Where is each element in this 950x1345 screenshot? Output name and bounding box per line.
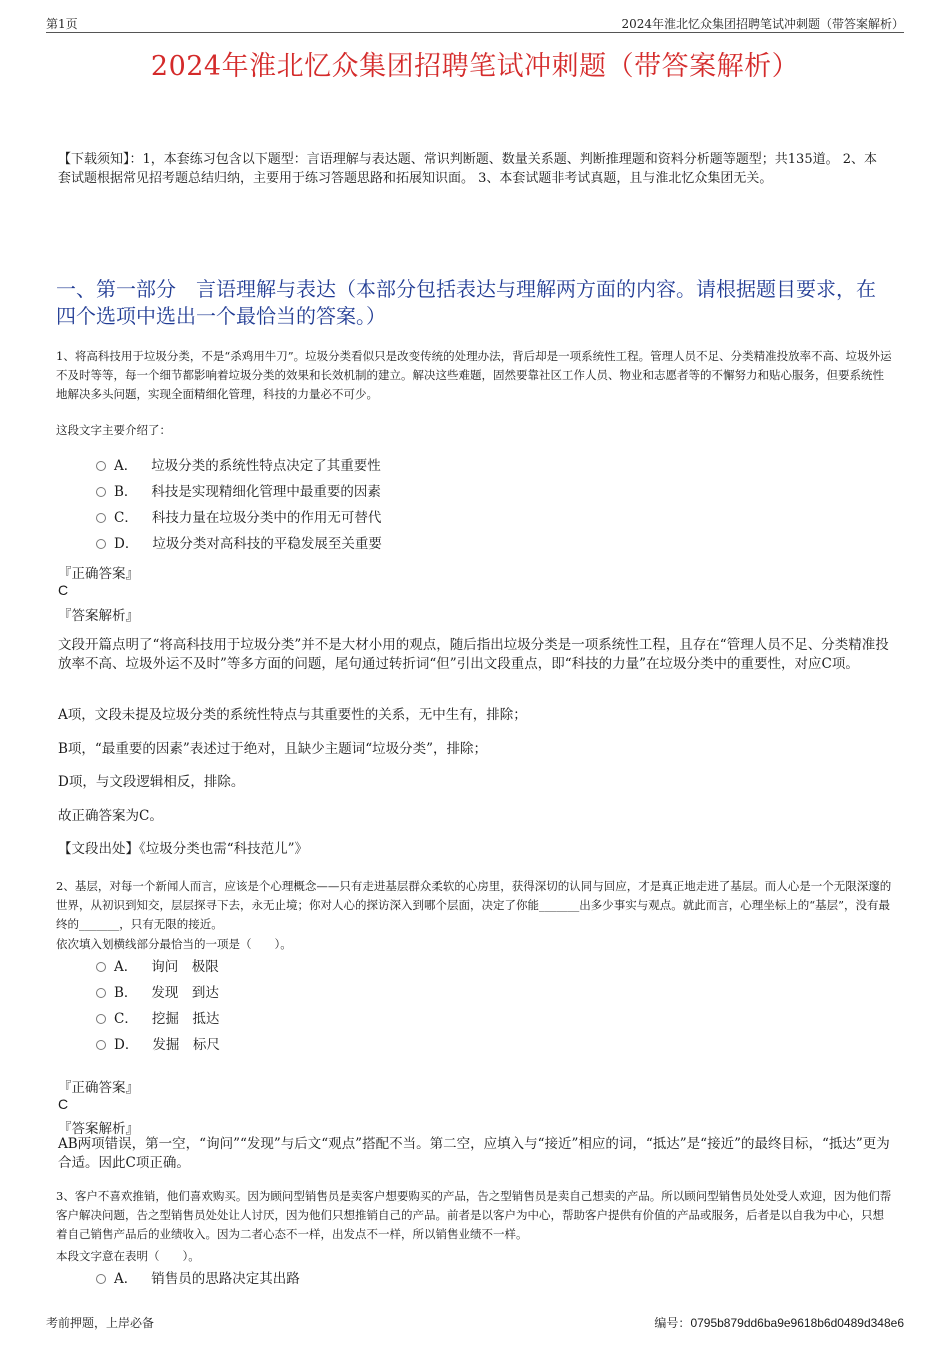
answer-value: C <box>58 1096 69 1112</box>
option-c[interactable]: C． 挖掘 抵达 <box>96 1006 220 1032</box>
analysis-source: 【文段出处】《垃圾分类也需“科技范儿”》 <box>58 841 309 857</box>
footer-code-label: 编号： <box>654 1316 691 1330</box>
option-b[interactable]: B． 科技是实现精细化管理中最重要的因素 <box>96 479 382 505</box>
analysis-paragraph: AB两项错误，第一空，“询问”“发现”与后文“观点”搭配不当。第二空，应填入与“接近”相应的词，“抵达”是“接近”的最终目标，“抵达”更为合适。因此C项正确。 <box>58 1136 890 1171</box>
analysis-paragraph: 文段开篇点明了“将高科技用于垃圾分类”并不是大材小用的观点，随后指出垃圾分类是一项系统性工程，且存在“管理人员不足、分类精准投放率不高、垃圾外运不及时”等多方面的问题，尾句通过转折词“但”引出文段重点，即“科技的力量”在垃圾分类中的重要性，对应C项。 <box>58 637 889 672</box>
analysis-paragraph: D项，与文段逻辑相反，排除。 <box>58 774 245 790</box>
header-page-number: 第1页 <box>46 17 78 31</box>
question-2-prompt: 依次填入划横线部分最恰当的一项是（ ）。 <box>56 937 292 951</box>
radio-icon[interactable] <box>96 461 106 471</box>
analysis-paragraph: A项，文段未提及垃圾分类的系统性特点与其重要性的关系，无中生有，排除； <box>58 707 527 723</box>
radio-icon[interactable] <box>96 539 106 549</box>
question-3-prompt: 本段文字意在表明（ ）。 <box>56 1249 200 1263</box>
option-a[interactable]: A． 询问 极限 <box>96 954 220 980</box>
question-3-options <box>96 1266 300 1292</box>
option-b[interactable]: B． 发现 到达 <box>96 980 220 1006</box>
radio-icon[interactable] <box>96 1014 106 1024</box>
radio-icon[interactable] <box>96 1040 106 1050</box>
question-3-stem: 3、客户不喜欢推销，他们喜欢购买。因为顾问型销售员是卖客户想要购买的产品，告之型销售员是卖自己想卖的产品。所以顾问型销售员处处受人欢迎，因为他们帮客户解决问题，告之型销售员处处让人讨厌，因为他们只想推销自己的产品。前者是以客户为中心，帮助客户提供有价值的产品或服务，后者是以自我为中心，只想着自己销售产品后的业绩收入。因为二者心态不一样，出发点不一样，所以销售业绩不一样。 <box>56 1189 892 1241</box>
document-title: 2024年淮北忆众集团招聘笔试冲刺题（带答案解析） <box>150 51 800 82</box>
radio-icon[interactable] <box>96 988 106 998</box>
question-2-stem: 2、基层，对每一个新闻人而言，应该是个心理概念——只有走进基层群众柔软的心房里，获得深切的认同与回应，才是真正地走进了基层。而人心是一个无限深邃的世界，从初识到知交，层层探寻下去，永无止境；你对人心的探访深入到哪个层面，决定了你能_______出多少事实与观点。就此而言，心理坐标上的“基层”，没有最终的_______，只有无限的接近。 <box>56 879 892 931</box>
answer-value: C <box>58 582 69 598</box>
option-c[interactable]: C． 科技力量在垃圾分类中的作用无可替代 <box>96 505 382 531</box>
radio-icon[interactable] <box>96 1274 106 1284</box>
analysis-label: 『答案解析』 <box>58 1121 139 1137</box>
answer-label: 『正确答案』 <box>58 1080 139 1096</box>
answer-label: 『正确答案』 <box>58 566 139 582</box>
download-notice: 【下载须知】：1，本套练习包含以下题型：言语理解与表达题、常识判断题、数量关系题、判断推理题和资料分析题等题型；共135道。 2、本套试题根据常见招考题总结归纳，主要用于练习答题思路和拓展知识面。 3、本套试题非考试真题，且与淮北忆众集团无关。 <box>58 152 877 186</box>
option-d[interactable]: D． 发掘 标尺 <box>96 1032 220 1058</box>
question-1-options <box>96 453 382 557</box>
footer-code <box>654 1314 904 1331</box>
radio-icon[interactable] <box>96 487 106 497</box>
question-2-options <box>96 954 220 1058</box>
footer-code-value: 0795b879dd6ba9e9618b6d0489d348e6 <box>690 1316 904 1330</box>
option-a[interactable]: A． 销售员的思路决定其出路 <box>96 1266 300 1292</box>
option-a[interactable]: A． 垃圾分类的系统性特点决定了其重要性 <box>96 453 382 479</box>
analysis-conclusion: 故正确答案为C。 <box>58 808 163 824</box>
radio-icon[interactable] <box>96 962 106 972</box>
question-1-stem: 1、将高科技用于垃圾分类，不是“杀鸡用牛刀”。垃圾分类看似只是改变传统的处理办法，背后却是一项系统性工程。管理人员不足、分类精准投放率不高、垃圾外运不及时等等，每一个细节都影响着垃圾分类的效果和长效机制的建立。解决这些难题，固然要靠社区工作人员、物业和志愿者等的不懈努力和贴心服务，但要系统性地解决多头问题，实现全面精细化管理，科技的力量必不可少。 <box>56 349 892 401</box>
radio-icon[interactable] <box>96 513 106 523</box>
section-heading: 一、第一部分 言语理解与表达（本部分包括表达与理解两方面的内容。请根据题目要求，在四个选项中选出一个最恰当的答案。） <box>56 277 876 328</box>
page-header <box>46 12 904 33</box>
question-1-prompt: 这段文字主要介绍了： <box>56 423 171 437</box>
analysis-label: 『答案解析』 <box>58 608 139 624</box>
option-d[interactable]: D． 垃圾分类对高科技的平稳发展至关重要 <box>96 531 382 557</box>
analysis-paragraph: B项，“最重要的因素”表述过于绝对，且缺少主题词“垃圾分类”，排除； <box>58 741 488 757</box>
header-document-name: 2024年淮北忆众集团招聘笔试冲刺题（带答案解析） <box>621 17 904 31</box>
footer-slogan: 考前押题，上岸必备 <box>46 1316 155 1330</box>
